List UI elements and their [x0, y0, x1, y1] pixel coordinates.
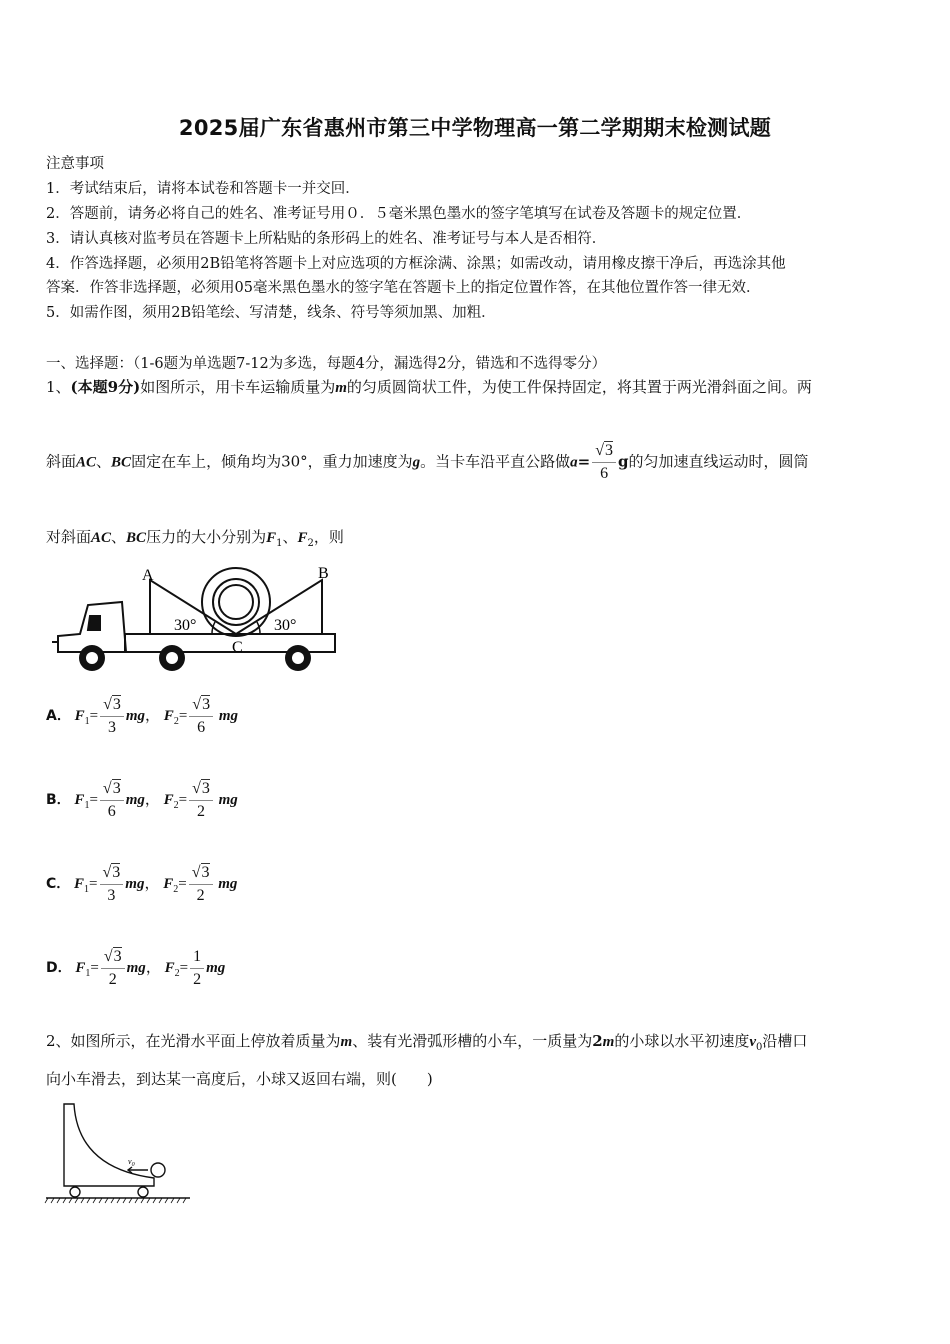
notice-item: 1．考试结束后，请将本试卷和答题卡一并交回． — [46, 181, 360, 197]
cart-figure — [44, 1098, 194, 1208]
q1-line1: 1、(本题9分)如图所示，用卡车运输质量为m的匀质圆筒状工件，为使工件保持固定，将其置于两光滑斜面之间。两 — [46, 378, 812, 396]
q2-line2: 向小车滑去，到达某一高度后，小球又返回右端，则( ) — [46, 1070, 433, 1088]
label-a: A — [142, 567, 154, 584]
option-b[interactable]: B． $F_1=$ $\frac{√3}{6}$ mg， $F_2=$ $\frac{√3}{2}$ mg — [46, 780, 238, 820]
ball — [151, 1163, 165, 1177]
notice-heading: 注意事项 — [46, 156, 104, 172]
angle-right: 30° — [274, 617, 297, 634]
section-heading: 一、选择题：（1-6题为单选题7-12为多选，每题4分，漏选得2分，错选和不选得零分） — [46, 356, 607, 372]
notice-item: 5．如需作图，须用2B铅笔绘、写清楚，线条、符号等须加黑、加粗． — [46, 305, 496, 321]
notice-item: 答案．作答非选择题，必须用05毫米黑色墨水的签字笔在答题卡上的指定位置作答，在其他位置作答一律无效． — [46, 280, 761, 296]
truck-figure — [50, 560, 340, 678]
cart-wheel — [138, 1187, 148, 1197]
truck-wheels — [79, 645, 311, 671]
cart-body — [64, 1104, 154, 1186]
label-b: B — [318, 565, 329, 582]
cab-window — [88, 616, 100, 630]
notice-item: 3．请认真核对监考员在答题卡上所粘贴的条形码上的姓名、准考证号与本人是否相符． — [46, 231, 607, 247]
q2-line1: 2、如图所示，在光滑水平面上停放着质量为m、装有光滑弧形槽的小车，一质量为2m的小球以水平初速度$v_0$沿槽口 — [46, 1032, 808, 1053]
notice-item: 4．作答选择题，必须用2B铅笔将答题卡上对应选项的方框涂满、涂黑；如需改动，请用橡皮擦干净后，再选涂其他 — [46, 256, 786, 272]
option-a[interactable]: A． $F_1=$ $\frac{√3}{3}$ mg， $F_2=$ $\frac{√3}{6}$ mg — [46, 696, 238, 736]
q1-line3: 对斜面AC、BC压力的大小分别为$F_1$、$F_2$，则 — [46, 528, 344, 549]
angle-left: 30° — [174, 617, 197, 634]
q1-line2: 斜面AC、BC固定在车上，倾角均为30°，重力加速度为g。当卡车沿平直公路做a= $\frac{√3}{6}$ g的匀加速直线运动时，圆筒 — [46, 440, 809, 485]
label-c: C — [232, 639, 243, 656]
page-title: 2025届广东省惠州市第三中学物理高一第二学期期末检测试题 — [178, 116, 772, 140]
option-d[interactable]: D． $F_1=$ $\frac{√3}{2}$ mg， $F_2=$ $\frac{1}{2}$ mg — [46, 948, 226, 988]
sqrt3-over-6-fraction: $\frac{√3}{6}$ — [592, 440, 616, 485]
cart-wheel — [70, 1187, 80, 1197]
v0-label: $v_0$ — [128, 1157, 135, 1168]
option-c[interactable]: C． $F_1=$ $\frac{√3}{3}$ mg， $F_2=$ $\frac{√3}{2}$ mg — [46, 864, 238, 904]
notice-item: 2．答题前，请务必将自己的姓名、准考证号用０．５毫米黑色墨水的签字笔填写在试卷及答题卡的规定位置． — [46, 206, 752, 222]
